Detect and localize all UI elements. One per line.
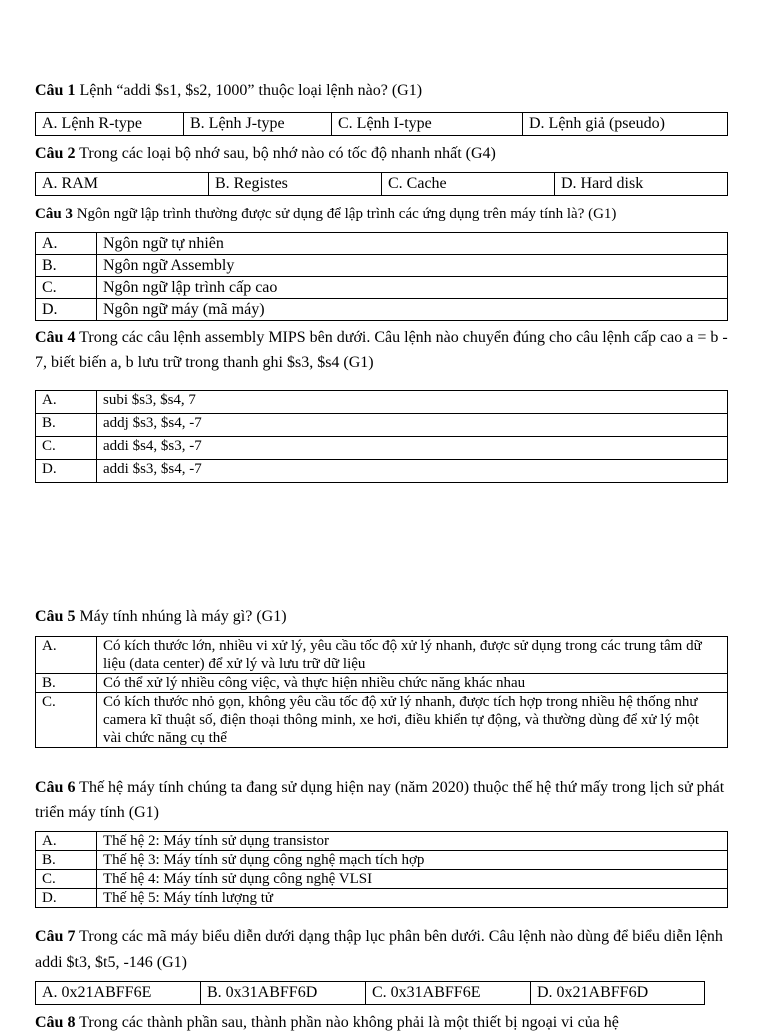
option-d[interactable]: D. 0x21ABFF6D [531,982,705,1005]
option-text: Ngôn ngữ tự nhiên [97,233,728,255]
options-table-1 [35,112,728,136]
option-text: Có thể xử lý nhiều công việc, và thực hiện nhiều chức năng khác nhau [97,674,728,693]
options-table-7 [35,981,705,1005]
options-table-5 [35,636,728,748]
option-row-c[interactable] [36,277,728,299]
option-key: A. [36,637,97,674]
question-7 [35,924,735,976]
option-b[interactable]: B. 0x31ABFF6D [201,982,366,1005]
option-d[interactable]: D. Lệnh giả (pseudo) [523,113,728,136]
question-number: Câu 7 [35,928,76,945]
option-row-a[interactable] [36,637,728,674]
option-text: Có kích thước lớn, nhiều vi xử lý, yêu cầu tốc độ xử lý nhanh, được sử dụng trong các trung tâm dữ liệu (data center) để xử lý và lưu trữ dữ liệu [97,637,728,674]
option-text: Thế hệ 3: Máy tính sử dụng công nghệ mạch tích hợp [97,851,728,870]
question-text: Lệnh “addi $s1, $s2, 1000” thuộc loại lệnh nào? (G1) [79,82,423,99]
option-text: Thế hệ 4: Máy tính sử dụng công nghệ VLSI [97,870,728,889]
option-c[interactable]: C. 0x31ABFF6E [366,982,531,1005]
question-number: Câu 8 [35,1014,76,1031]
option-text: Ngôn ngữ Assembly [97,255,728,277]
option-row-b[interactable] [36,414,728,437]
question-text: Trong các mã máy biểu diễn dưới dạng thập lục phân bên dưới. Câu lệnh nào dùng để biểu diễn lệnh addi $t3, $t5, -146 (G1) [35,928,723,971]
option-d[interactable]: D. Hard disk [555,173,728,196]
question-1 [35,80,735,102]
option-a[interactable]: A. Lệnh R-type [36,113,184,136]
option-key: C. [36,437,97,460]
option-c[interactable]: C. Lệnh I-type [332,113,523,136]
question-4 [35,325,735,375]
option-key: B. [36,255,97,277]
option-key: B. [36,851,97,870]
option-row-c[interactable] [36,870,728,889]
option-text: Ngôn ngữ máy (mã máy) [97,299,728,321]
question-6 [35,775,735,825]
option-row-a[interactable] [36,233,728,255]
option-key: A. [36,391,97,414]
option-key: A. [36,233,97,255]
options-table-3 [35,232,728,321]
option-text: addi $s3, $s4, -7 [97,460,728,483]
option-row-d[interactable] [36,889,728,908]
question-5 [35,606,735,628]
option-text: Có kích thước nhỏ gọn, không yêu cầu tốc độ xử lý nhanh, được tích hợp trong nhiều hệ thống như camera kĩ thuật số, điện thoại thông minh, xe hơi, điều khiển tự động, và thường dùng để xử lý một vài chức năng cụ thể [97,693,728,748]
question-number: Câu 4 [35,329,76,346]
question-2 [35,143,735,165]
option-row-b[interactable] [36,674,728,693]
option-text: subi $s3, $s4, 7 [97,391,728,414]
question-text: Trong các thành phần sau, thành phần nào không phải là một thiết bị ngoại vi của hệ [79,1014,619,1031]
option-row-c[interactable] [36,693,728,748]
option-key: A. [36,832,97,851]
option-row-c[interactable] [36,437,728,460]
option-key: C. [36,870,97,889]
option-a[interactable]: A. RAM [36,173,209,196]
option-key: D. [36,460,97,483]
option-key: B. [36,414,97,437]
question-number: Câu 5 [35,608,76,625]
option-key: D. [36,299,97,321]
option-text: addj $s3, $s4, -7 [97,414,728,437]
option-row-d[interactable] [36,460,728,483]
option-row-a[interactable] [36,832,728,851]
option-b[interactable]: B. Lệnh J-type [184,113,332,136]
question-8 [35,1012,735,1034]
options-table-6 [35,831,728,908]
question-text: Ngôn ngữ lập trình thường được sử dụng để lập trình các ứng dụng trên máy tính là? (G1) [76,206,617,222]
option-key: D. [36,889,97,908]
option-key: C. [36,277,97,299]
options-table-4 [35,390,728,483]
options-table-2 [35,172,728,196]
option-b[interactable]: B. Registes [209,173,382,196]
option-key: C. [36,693,97,748]
option-row-d[interactable] [36,299,728,321]
option-key: B. [36,674,97,693]
question-3 [35,203,735,225]
question-text: Trong các loại bộ nhớ sau, bộ nhớ nào có tốc độ nhanh nhất (G4) [79,145,496,162]
question-number: Câu 3 [35,206,73,222]
question-text: Trong các câu lệnh assembly MIPS bên dưới. Câu lệnh nào chuyển đúng cho câu lệnh cấp cao a = b - 7, biết biến a, b lưu trữ trong thanh ghi $s3, $s4 (G1) [35,329,728,371]
question-number: Câu 1 [35,82,76,99]
option-row-b[interactable] [36,851,728,870]
option-a[interactable]: A. 0x21ABFF6E [36,982,201,1005]
option-text: Ngôn ngữ lập trình cấp cao [97,277,728,299]
question-text: Thế hệ máy tính chúng ta đang sử dụng hiện nay (năm 2020) thuộc thế hệ thứ mấy trong lịch sử phát triển máy tính (G1) [35,779,725,821]
option-row-a[interactable] [36,391,728,414]
question-number: Câu 6 [35,779,76,796]
question-text: Máy tính nhúng là máy gì? (G1) [79,608,287,625]
option-text: Thế hệ 5: Máy tính lượng tử [97,889,728,908]
option-c[interactable]: C. Cache [382,173,555,196]
question-number: Câu 2 [35,145,76,162]
option-text: addi $s4, $s3, -7 [97,437,728,460]
option-row-b[interactable] [36,255,728,277]
option-text: Thế hệ 2: Máy tính sử dụng transistor [97,832,728,851]
